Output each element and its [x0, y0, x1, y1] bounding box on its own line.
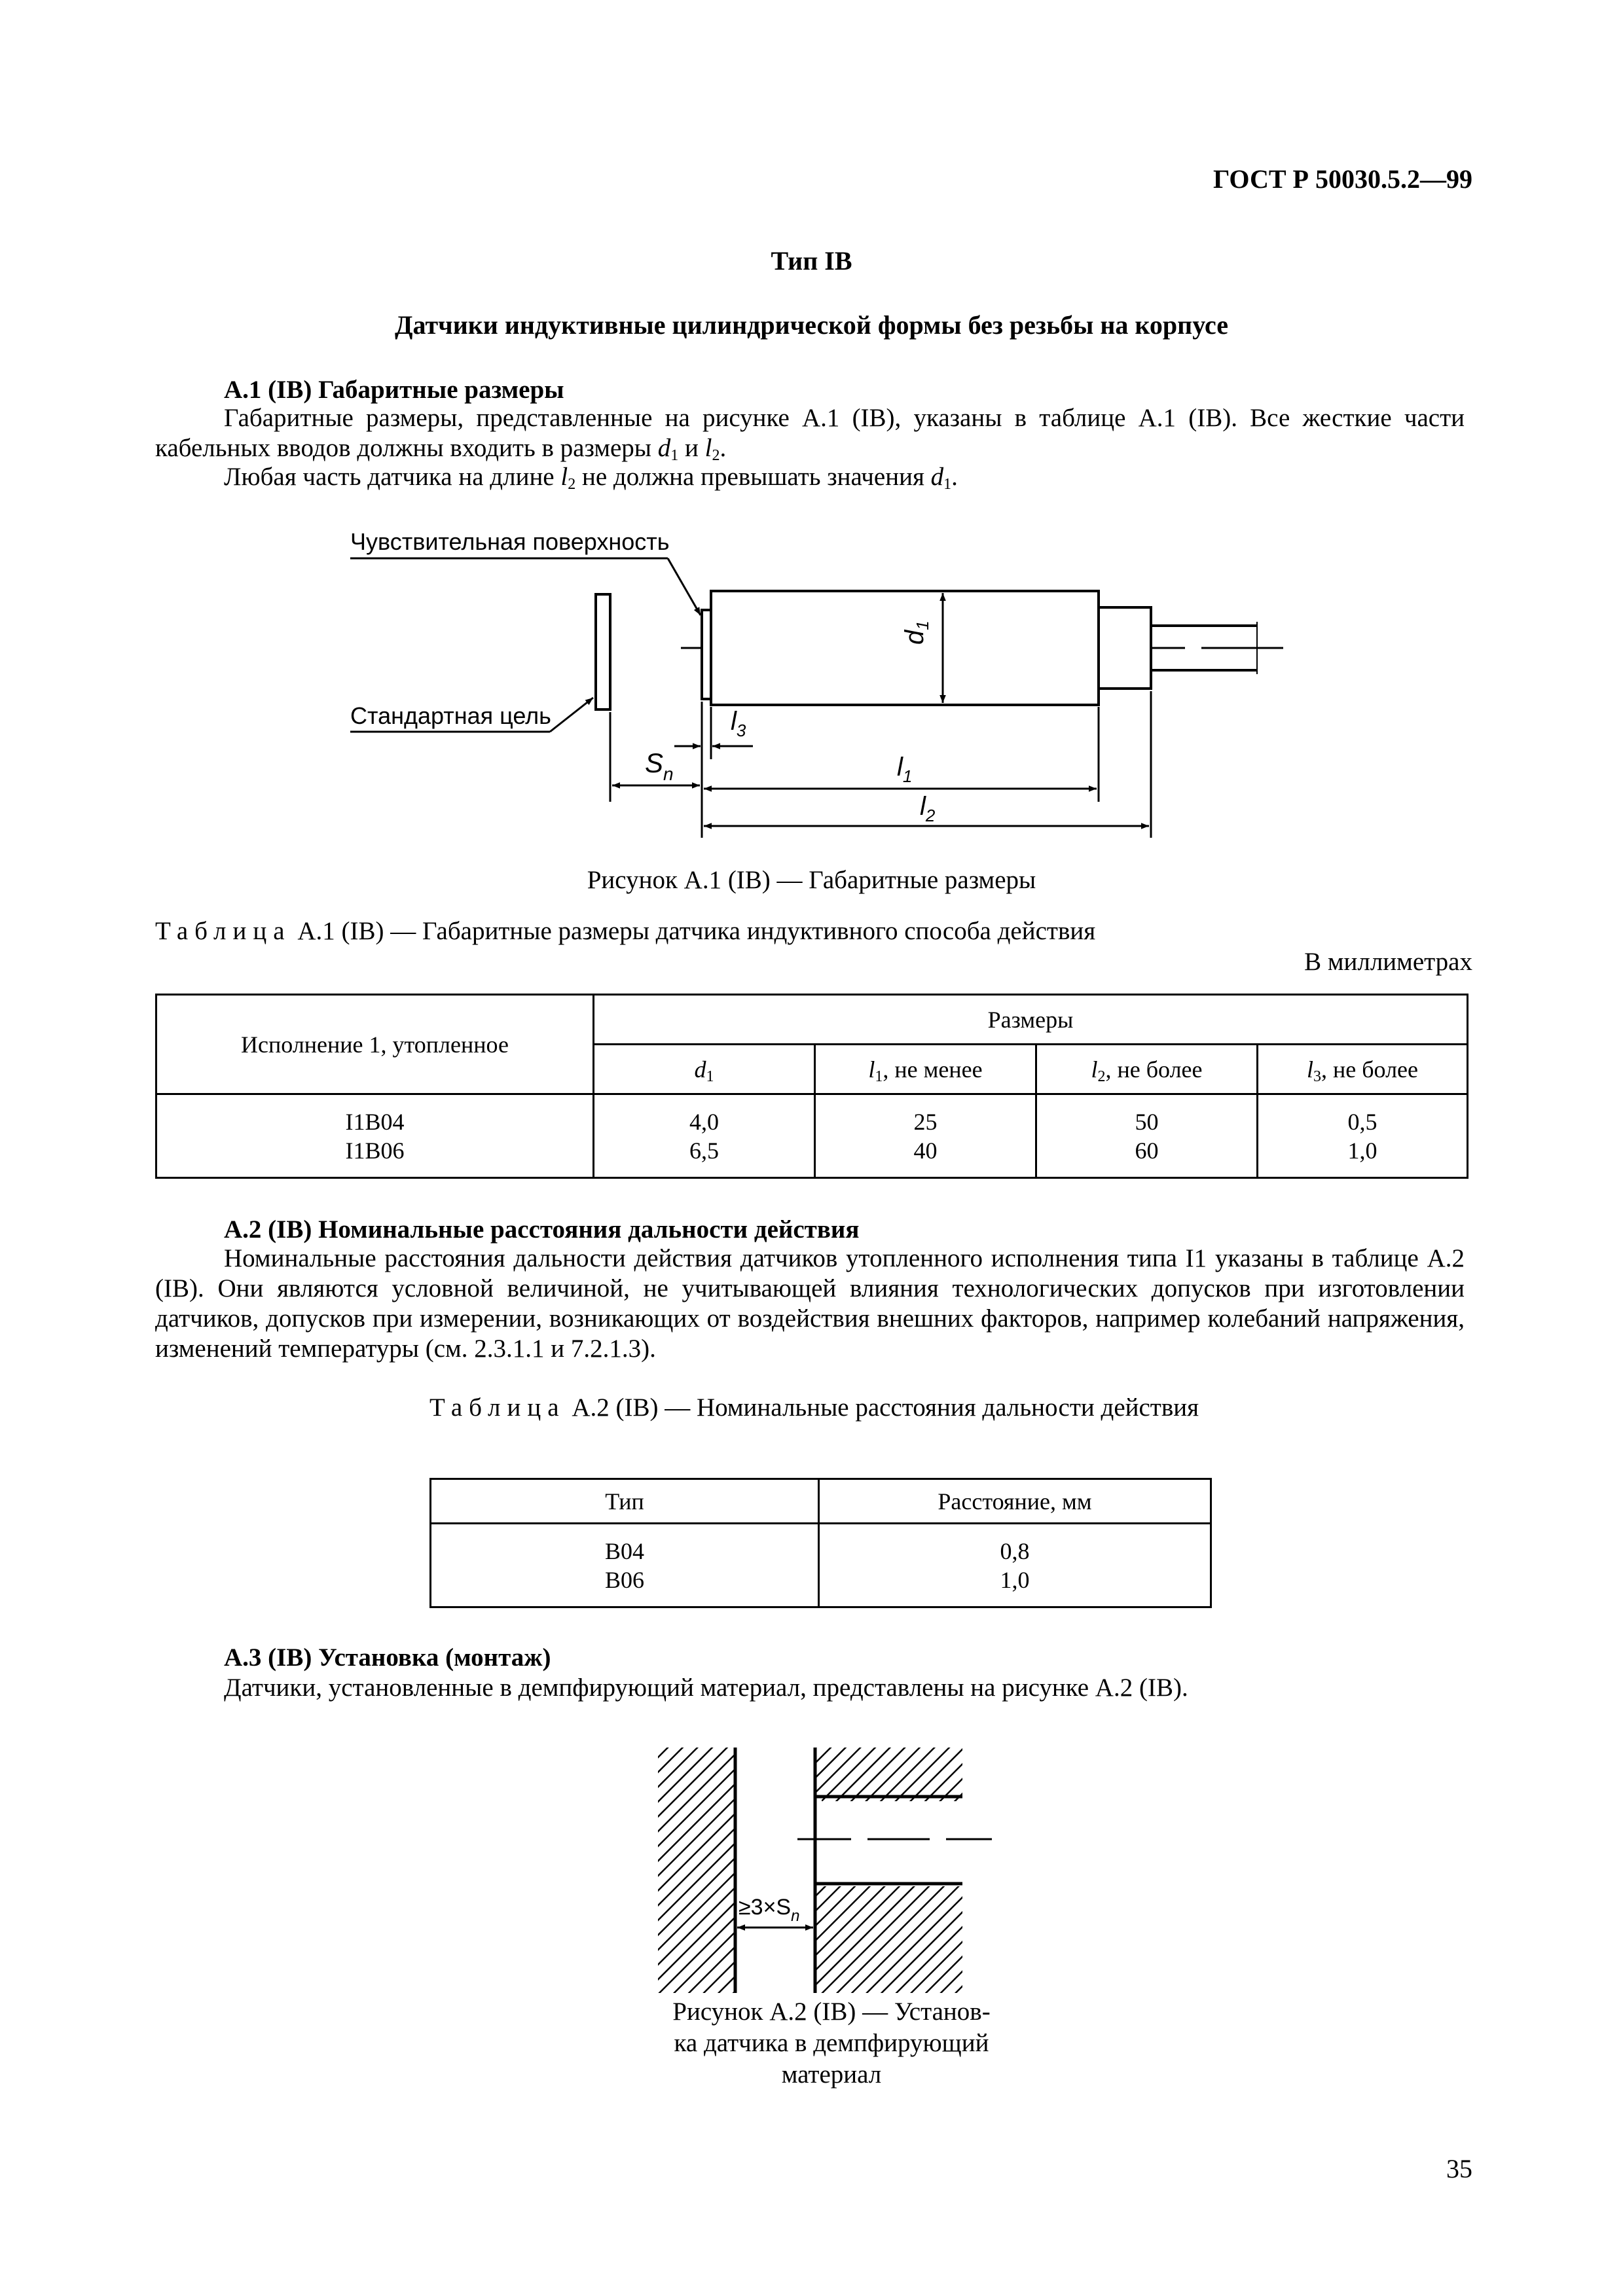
- table-a1: [155, 994, 1468, 1179]
- col-type: Тип: [431, 1479, 819, 1524]
- table-a2: [429, 1478, 1212, 1608]
- col-distance: Расстояние, мм: [819, 1479, 1211, 1524]
- a2-paragraph: Номинальные расстояния дальности действия датчиков утопленного исполнения типа I1 указаны в таблице А.2 (IB). Они являются условной величиной, не учитывающей влияния технологических допусков при изготовлении датчиков, допусков при измерении, возникающих от воздействия внешних факторов, например колебаний напряжения, изменений температуры (см. 2.3.1.1 и 7.2.1.3).: [155, 1244, 1465, 1363]
- a3-paragraph: Датчики, установленные в демпфирующий материал, представлены на рисунке А.2 (IB).: [224, 1674, 1188, 1702]
- sensor-step: [1099, 607, 1151, 689]
- l3-label: $l_3$: [731, 707, 746, 740]
- section-subtitle: Датчики индуктивные цилиндрической формы без резьбы на корпусе: [395, 310, 1228, 340]
- sn-label: $S_n$: [645, 747, 674, 784]
- table-row: B04 B06 0,8 1,0: [431, 1524, 1211, 1607]
- l2-label: $l_2$: [920, 792, 936, 825]
- figure-a1-caption: Рисунок А.1 (IB) — Габаритные размеры: [587, 866, 1036, 894]
- a1-heading: А.1 (IB) Габаритные размеры: [224, 376, 564, 404]
- col-l1: $l_1$, не менее: [815, 1045, 1036, 1094]
- d1-label: $d_1$: [900, 620, 932, 645]
- col-sizes: Размеры: [594, 995, 1468, 1045]
- table-a1-units: В миллиметрах: [1304, 948, 1472, 976]
- col-l2: $l_2$, не более: [1036, 1045, 1258, 1094]
- table-a2-title: Таблица А.2 (IB) — Номинальные расстояния дальности действия: [429, 1393, 1199, 1422]
- gap-label: $\ge 3\times S_n$: [739, 1895, 800, 1925]
- a2-heading: А.2 (IB) Номинальные расстояния дальности действия: [224, 1215, 860, 1244]
- col-variant: Исполнение 1, утопленное: [156, 995, 594, 1094]
- standard-number: ГОСТ Р 50030.5.2—99: [1213, 164, 1472, 194]
- a1-paragraph-2: Любая часть датчика на длине $l_2$ не должна превышать значения $d_1$.: [224, 463, 958, 493]
- table-a1-title: Таблица А.1 (IB) — Габаритные размеры датчика индуктивного способа действия: [155, 917, 1096, 945]
- figure-a2-caption: Рисунок А.2 (IB) — Установ- ка датчика в демпфирующий материал: [672, 1998, 991, 2089]
- surface-label: Чувствительная поверхность: [350, 528, 670, 555]
- type-title: Тип IB: [771, 246, 852, 276]
- a1-paragraph-1: Габаритные размеры, представленные на рисунке А.1 (IB), указаны в таблице А.1 (IB). Все жесткие части кабельных вводов должны входить в размеры $d_1$ и $l_2$.: [155, 404, 1465, 464]
- figure-a2-drawing: [658, 1748, 992, 1993]
- standard-target: [596, 594, 610, 709]
- sensor-body: [711, 591, 1099, 705]
- a3-heading: А.3 (IB) Установка (монтаж): [224, 1643, 551, 1672]
- page-number: 35: [1446, 2154, 1472, 2183]
- col-l3: $l_3$, не более: [1258, 1045, 1468, 1094]
- col-d1: $d_1$: [594, 1045, 815, 1094]
- l1-label: $l_1$: [897, 753, 913, 786]
- target-label: Стандартная цель: [350, 702, 551, 729]
- table-row: I1B04 I1B06 4,0 6,5 25 40 50 60 0,5 1,0: [156, 1094, 1468, 1178]
- sensing-face: [702, 610, 711, 699]
